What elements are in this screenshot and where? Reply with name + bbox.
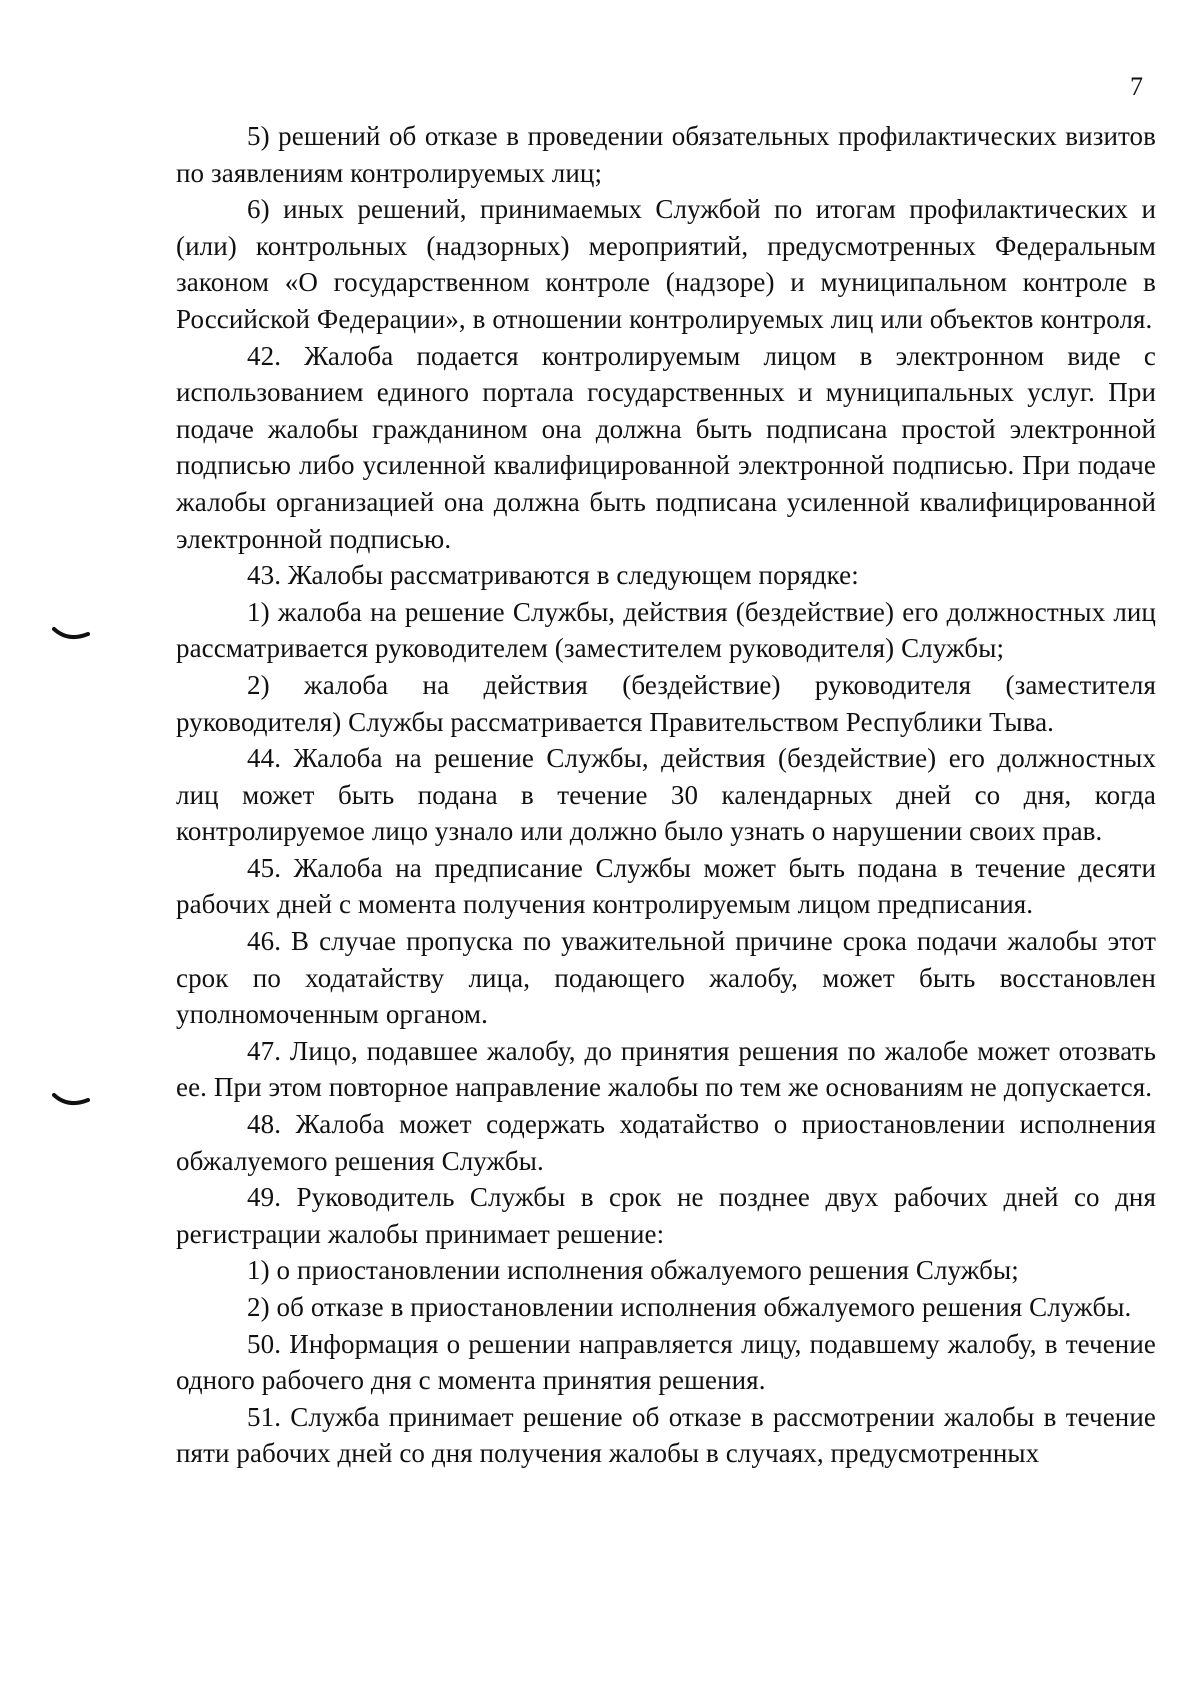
document-body [176,118,1156,1472]
paragraph-clause-44: 44. Жалоба на решение Службы, действия (бездействие) его должностных лиц может быть подана в течение 30 календарных дней со дня, когда контролируемое лицо узнало или должно было узнать о нарушении своих прав. [176,743,1156,847]
paragraph-clause-50: 50. Информация о решении направляется лицу, подавшему жалобу, в течение одного рабочего дня с момента принятия решения. [176,1328,1156,1396]
paragraph-clause-49: 49. Руководитель Службы в срок не позднее двух рабочих дней со дня регистрации жалобы принимает решение: [176,1182,1156,1249]
binder-hole-mark [52,1092,90,1110]
paragraph-clause-49-item-1: 1) о приостановлении исполнения обжалуемого решения Службы; [247,1255,1019,1286]
page-number: 7 [1130,72,1143,101]
paragraph-item-5: 5) решений об отказе в проведении обязательных профилактических визитов по заявлениям контролируемых лиц; [176,121,1156,188]
paragraph-item-6: 6) иных решений, принимаемых Службой по итогам профилактических и (или) контрольных (надзорных) мероприятий, предусмотренных Федеральным законом «О государственном контроле (надзоре) и муниципальном контроле в Российской Федерации», в отношении контролируемых лиц или объектов контроля. [176,194,1156,334]
paragraph-clause-42: 42. Жалоба подается контролируемым лицом в электронном виде с использованием единого портала государственных и муниципальных услуг. При подаче жалобы гражданином она должна быть подписана простой электронной подписью либо усиленной квалифицированной электронной подписью. При подаче жалобы организацией она должна быть подписана усиленной квалифицированной электронной подписью. [176,340,1156,554]
paragraph-clause-43: 43. Жалобы рассматриваются в следующем порядке: [247,560,859,591]
paragraph-clause-47: 47. Лицо, подавшее жалобу, до принятия решения по жалобе может отозвать ее. При этом повторное направление жалобы по тем же основаниям не допускается. [176,1035,1156,1103]
paragraph-clause-49-item-2: 2) об отказе в приостановлении исполнения обжалуемого решения Службы. [247,1292,1132,1322]
binder-hole-mark [52,626,90,644]
paragraph-clause-43-item-2: 2) жалоба на действия (бездействие) руководителя (заместителя руководителя) Службы рассматривается Правительством Республики Тыва. [176,669,1156,737]
paragraph-clause-51: 51. Служба принимает решение об отказе в рассмотрении жалобы в течение пяти рабочих дней со дня получения жалобы в случаях, предусмотренных [176,1401,1156,1469]
paragraph-clause-45: 45. Жалоба на предписание Службы может быть подана в течение десяти рабочих дней с момента получения контролируемым лицом предписания. [176,852,1156,920]
paragraph-clause-46: 46. В случае пропуска по уважительной причине срока подачи жалобы этот срок по ходатайству лица, подающего жалобу, может быть восстановлен уполномоченным органом. [176,926,1156,1030]
paragraph-clause-43-item-1: 1) жалоба на решение Службы, действия (бездействие) его должностных лиц рассматривается руководителем (заместителем руководителя) Службы; [176,596,1156,664]
paragraph-clause-48: 48. Жалоба может содержать ходатайство о приостановлении исполнения обжалуемого решения Службы. [176,1109,1156,1176]
